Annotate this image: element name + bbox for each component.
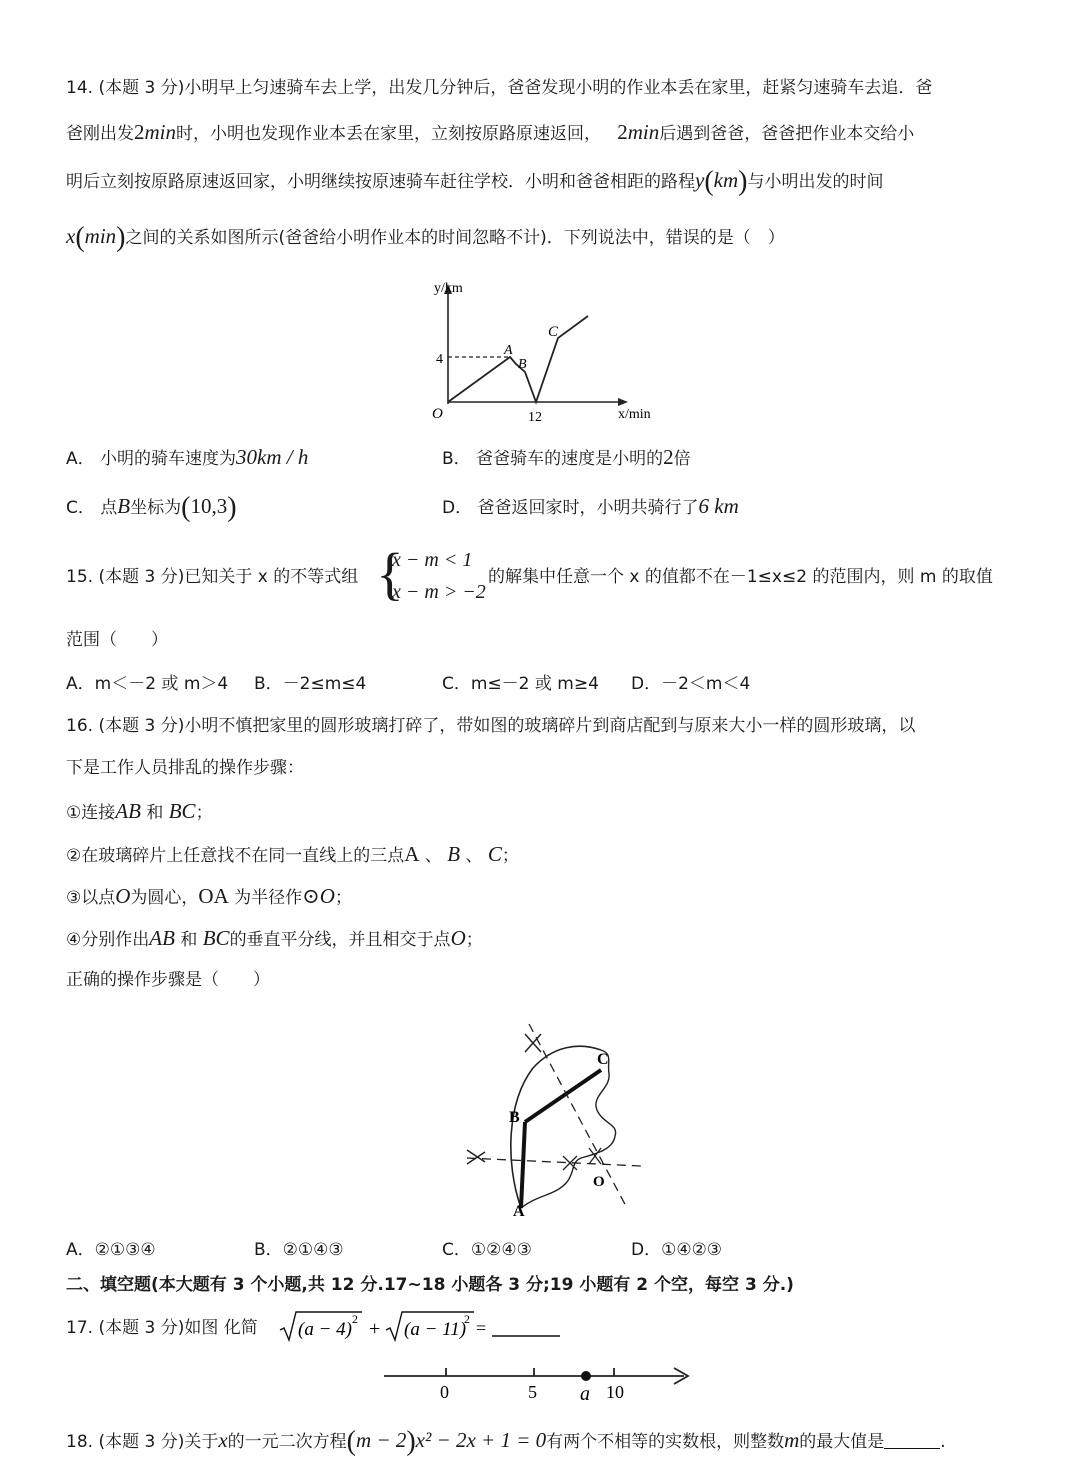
q17-point-a (581, 1371, 591, 1381)
q16-step-1-ab: AB (115, 799, 141, 823)
q14-y-label: y/km (434, 281, 463, 296)
q16-bisector-bc (529, 1024, 627, 1208)
q16-step-3-oa: OA (198, 884, 229, 908)
q15-tag: (本题 3 分) (98, 567, 185, 587)
q16-step-4-bc: BC (202, 926, 230, 950)
q16-step-3-a: ③以点 (66, 888, 116, 908)
q17-square-2: 2 (464, 1312, 470, 1326)
q16-step-4-a: ④分别作出 (66, 930, 150, 950)
q17-expr-1: (a − 4) (298, 1319, 352, 1340)
q14-math-min-c: min (84, 224, 117, 248)
q16-step-4-e: 的垂直平分线，并且相交于点 (229, 930, 451, 950)
q14-option-d-math: 6 km (698, 494, 739, 518)
q18-answer-blank[interactable] (884, 1428, 940, 1449)
q16-number: 16. (66, 716, 94, 736)
q18-var-x: x (218, 1428, 228, 1452)
q16-step-2-pa: A (404, 842, 420, 866)
q18-text-2: 的一元二次方程 (227, 1432, 347, 1452)
q14-option-c-text: 点 (100, 498, 118, 518)
q17-label-0: 0 (440, 1382, 449, 1402)
q14-tick-12: 12 (528, 410, 542, 425)
q15-inequality-1: x − m < 1 (392, 549, 473, 571)
q14-math-min: min (144, 120, 176, 144)
q16-label-c: C (597, 1051, 609, 1068)
q16-step-1-bc: BC (168, 799, 196, 823)
q14-option-a-text: 小明的骑车速度为 (100, 449, 237, 469)
q16-step-4-end: ； (465, 930, 483, 950)
q16-step-2-pc: C (487, 842, 502, 866)
q16-option-a[interactable]: A．②①③④ (66, 1240, 156, 1260)
q14-option-c-b: B (117, 494, 131, 518)
q16-bisector-ab (467, 1158, 641, 1166)
q14-point-a: A (504, 343, 513, 358)
q16-chord-bc (525, 1070, 601, 1122)
q14-option-a[interactable] (66, 443, 308, 473)
q17-text: 如图 化简 (184, 1318, 258, 1338)
q14-tick-4: 4 (436, 352, 443, 367)
q16-step-3-circle: ⊙O (302, 884, 335, 908)
q16-line-2: 下是工作人员排乱的操作步骤： (66, 758, 304, 778)
q14-option-b-math: 2 (663, 445, 674, 469)
q15-option-b[interactable]: B．－2≤m≤4 (254, 674, 367, 694)
q14-line-4: x(min)之间的关系如图所示(爸爸给小明作业本的时间忽略不计)．下列说法中，错误的是（ ） (66, 222, 785, 253)
q18-end: . (940, 1432, 946, 1452)
q16-arc-mark-o (589, 1148, 601, 1164)
q18-var-m: m (784, 1428, 800, 1452)
q14-option-c-label: C． (66, 498, 95, 518)
q14-line-2 (66, 118, 914, 148)
q14-math-x: x (66, 224, 76, 248)
q14-line-3: 明后立刻按原路原速返回家，小明继续按原速骑车赶往学校．小明和爸爸相距的路程y(km)与小明出发的时间 (66, 166, 884, 197)
q16-glass-figure (455, 1012, 655, 1222)
q17-expression (278, 1308, 568, 1344)
q18-eq-coef: m − 2 (356, 1428, 407, 1452)
q14-option-c[interactable]: C． 点B坐标为(10,3) (66, 492, 237, 523)
q15-number: 15. (66, 567, 94, 587)
q14-text-2a: 爸刚出发 (66, 124, 134, 144)
q17-label-5: 5 (528, 1382, 537, 1402)
q14-math-y: y (695, 168, 705, 192)
q16-tag: (本题 3 分) (98, 716, 185, 736)
q17-square-1: 2 (352, 1312, 358, 1326)
q16-step-4-and: 和 (180, 930, 198, 950)
q14-math-km: km (713, 168, 739, 192)
q17-equals: = (476, 1318, 487, 1338)
q17-number: 17. (66, 1318, 94, 1338)
q17-plus: + (369, 1318, 381, 1340)
q14-text-3b: 与小明出发的时间 (747, 172, 884, 192)
q14-option-c-math: 10,3 (190, 494, 228, 518)
q14-math-2b: 2 (617, 120, 628, 144)
q16-step-3-end: ； (334, 888, 352, 908)
q17-label-a: a (580, 1383, 590, 1405)
section-2-heading: 二、填空题(本大题有 3 个小题,共 12 分.17~18 小题各 3 分;19 小题有 2 个空，每空 3 分.) (66, 1275, 794, 1295)
q18-eq-rest: x² − 2x + 1 = 0 (415, 1428, 547, 1452)
q14-option-d-text: 爸爸返回家时，小明共骑行了 (477, 498, 699, 518)
q15-brace: { (376, 541, 404, 606)
q16-prompt: 正确的操作步骤是（ ） (66, 970, 270, 990)
q14-point-b: B (518, 357, 527, 372)
q14-text-4: 之间的关系如图所示(爸爸给小明作业本的时间忽略不计)．下列说法中，错误的是（ ） (125, 228, 785, 248)
q15-option-d[interactable]: D．－2＜m＜4 (631, 674, 751, 694)
q14-text-2c: 后遇到爸爸，爸爸把作业本交给小 (659, 124, 915, 144)
q16-step-2-pb: B (447, 842, 461, 866)
q16-step-2-end: ； (501, 846, 519, 866)
q17-tag: (本题 3 分) (98, 1318, 185, 1338)
q14-tag: (本题 3 分) (98, 78, 185, 98)
q17-line (66, 1314, 258, 1342)
q16-arc-mark-left (467, 1150, 485, 1164)
q14-x-arrow (618, 398, 628, 406)
q14-option-d-label: D． (442, 498, 473, 518)
q17-expr-2: (a − 11) (404, 1319, 467, 1340)
q14-option-c-text2: 坐标为 (130, 498, 182, 518)
q18-tag: (本题 3 分) (98, 1432, 185, 1452)
q16-step-3-e: 为半径作 (234, 888, 303, 908)
q16-step-2 (66, 840, 519, 870)
q16-option-c[interactable]: C．①②④③ (442, 1240, 532, 1260)
q15-text-3: 范围（ ） (66, 630, 168, 650)
q14-text-2b: 时，小明也发现作业本丢在家里，立刻按原路原速返回， (176, 124, 601, 144)
q14-text-3a: 明后立刻按原路原速返回家，小明继续按原速骑车赶往学校．小明和爸爸相距的路程 (66, 172, 695, 192)
q15-text-1: 已知关于 x 的不等式组 (184, 567, 359, 587)
q14-option-d[interactable] (442, 492, 739, 522)
q14-x-label: x/min (618, 407, 651, 422)
q16-text-1: 小明不慎把家里的圆形玻璃打碎了，带如图的玻璃碎片到商店配到与原来大小一样的圆形玻璃，以 (184, 716, 916, 736)
q16-option-b[interactable]: B．②①④③ (254, 1240, 344, 1260)
q16-label-a: A (513, 1203, 525, 1220)
q14-option-b-text: 爸爸骑车的速度是小明的 (476, 449, 664, 469)
q16-step-4 (66, 924, 483, 954)
q14-math-min-b: min (627, 120, 660, 144)
q18-line: 18. (本题 3 分)关于x的一元二次方程(m − 2)x² − 2x + 1 = 0有两个不相等的实数根，则整数m的最大值是 . (66, 1426, 946, 1457)
q15-inequality-2: x − m > −2 (392, 581, 486, 603)
q16-step-3 (66, 882, 352, 912)
q16-step-1-a: ①连接 (66, 803, 116, 823)
q16-step-1-end: ； (195, 803, 213, 823)
q18-text-1: 关于 (184, 1432, 219, 1452)
q16-chord-ab (521, 1122, 525, 1208)
q17-label-10: 10 (606, 1382, 624, 1402)
q14-option-b[interactable] (442, 443, 691, 473)
q16-line-1 (66, 712, 915, 740)
q14-line-1 (66, 74, 932, 102)
q16-step-2-sep1: 、 (424, 846, 442, 866)
q18-number: 18. (66, 1432, 94, 1452)
q14-point-c: C (548, 324, 559, 340)
q14-option-a-label: A． (66, 449, 95, 469)
q15-option-c[interactable]: C．m≤－2 或 m≥4 (442, 674, 599, 694)
q17-number-line (378, 1360, 698, 1406)
q16-step-4-ab: AB (149, 926, 175, 950)
q16-step-1-and: 和 (146, 803, 164, 823)
q16-option-d[interactable]: D．①④②③ (631, 1240, 723, 1260)
q14-option-a-math: 30km / h (236, 445, 309, 469)
q16-step-4-o: O (450, 926, 466, 950)
q16-step-3-c: 为圆心， (130, 888, 199, 908)
q15-option-a[interactable]: A．m＜－2 或 m＞4 (66, 674, 229, 694)
q16-label-b: B (509, 1109, 520, 1126)
q18-text-3: 有两个不相等的实数根，则整数 (546, 1432, 785, 1452)
q14-origin-label: O (432, 406, 443, 422)
q15-text-2: 的解集中任意一个 x 的值都不在－1≤x≤2 的范围内，则 m 的取值 (488, 567, 993, 587)
q15-line-1 (66, 563, 358, 591)
q16-step-3-o: O (115, 884, 131, 908)
q16-label-o: O (593, 1174, 605, 1190)
q14-option-b-label: B． (442, 449, 471, 469)
q14-number: 14. (66, 78, 94, 98)
q16-step-1 (66, 797, 213, 827)
q14-distance-graph (410, 276, 670, 426)
q16-step-2-a: ②在玻璃碎片上任意找不在同一直线上的三点 (66, 846, 405, 866)
q14-math-2: 2 (134, 120, 145, 144)
q14-text-1: 小明早上匀速骑车去上学，出发几分钟后，爸爸发现小明的作业本丢在家里，赶紧匀速骑车去追．爸 (184, 78, 933, 98)
q16-step-2-sep2: 、 (465, 846, 483, 866)
q14-option-b-tail: 倍 (673, 449, 691, 469)
q18-text-4: 的最大值是 (799, 1432, 885, 1452)
